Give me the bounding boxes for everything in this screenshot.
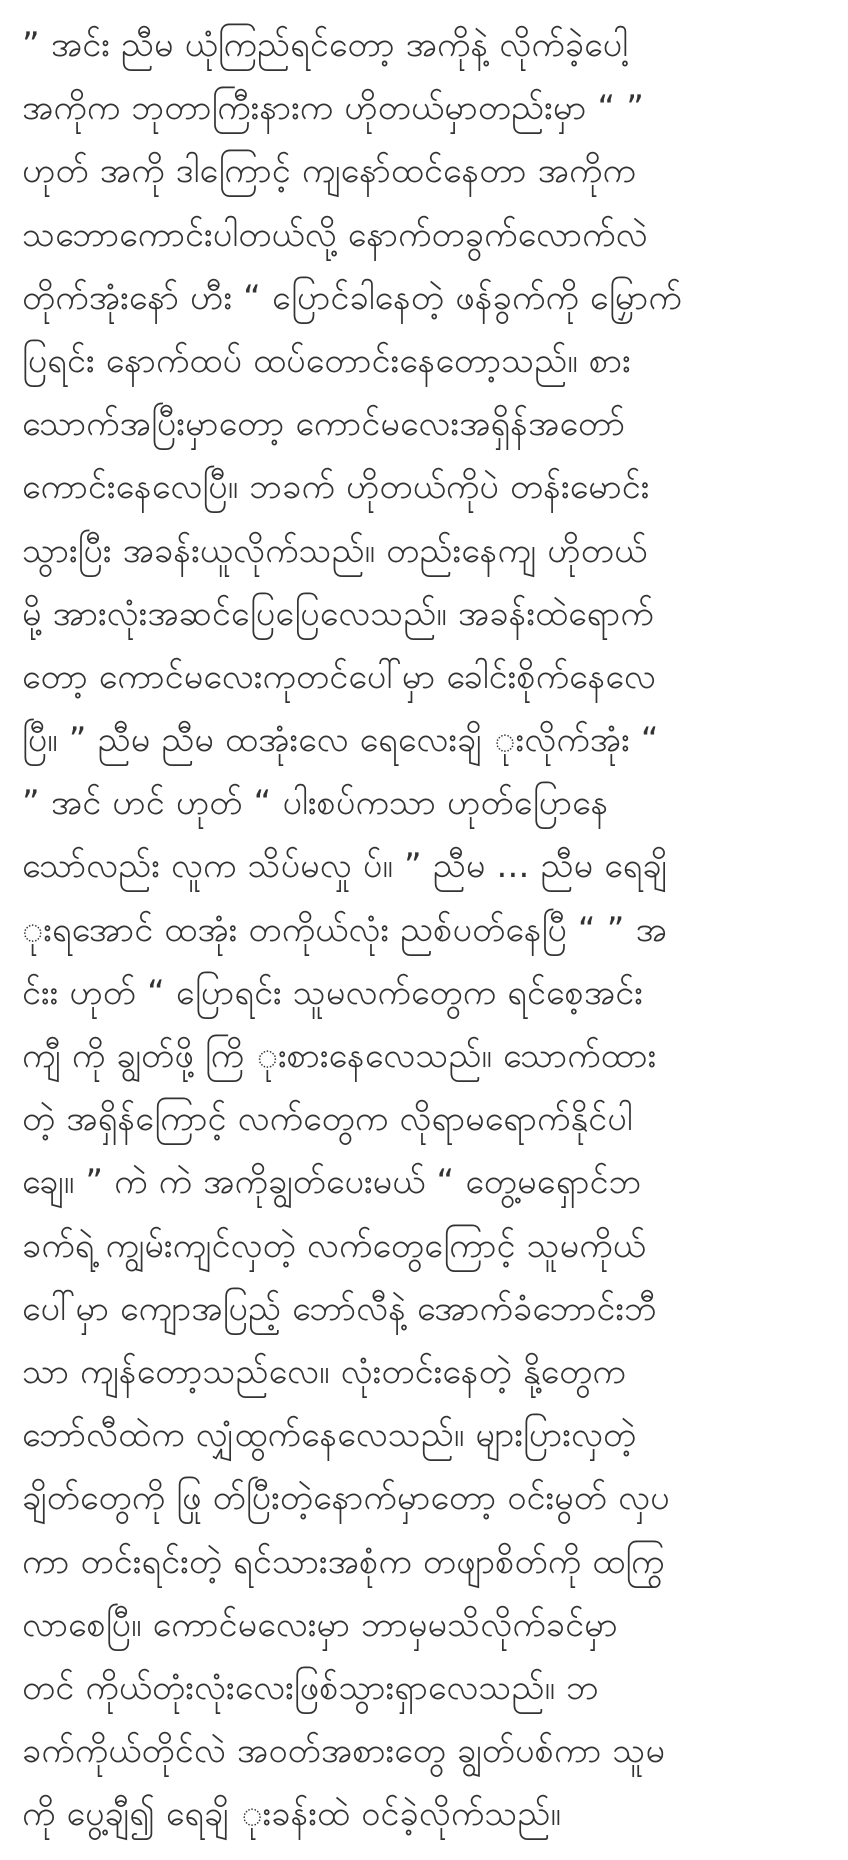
text-line: သာ ကျန်တော့သည်လေ။ လုံးတင်းနေတဲ့ နို့တွေက — [22, 1351, 626, 1392]
text-line: ကောင်းနေလေပြီ။ ဘခက် ဟိုတယ်ကိုပဲ တန်းမောင်း — [22, 467, 650, 508]
text-line: သောက်အပြီးမှာတော့ ကောင်မလေးအရှိန်အတော် — [22, 404, 626, 445]
text-line: အကိုက ဘုတာကြီးနားက ဟိုတယ်မှာတည်းမှာ “ ” — [22, 88, 645, 129]
text-line: ချေ။ ” ကဲ ကဲ အကိုချွတ်ပေးမယ် “ တွေ့မရှောင်ဘ — [22, 1162, 642, 1203]
text-line: ကျီ ကို ချွတ်ဖို့ ကြိ ုးစားနေလေသည်။ သောက်ထား — [22, 1036, 657, 1076]
text-line: ဘော်လီထဲက လျှံထွက်နေလေသည်။ များပြားလှတဲ့ — [22, 1415, 637, 1456]
story-text — [22, 14, 830, 1846]
text-line: သွားပြီး အခန်းယူလိုက်သည်။ တည်းနေကျ ဟိုတယ် — [22, 530, 648, 571]
text-line: မို့ အားလုံးအဆင်ပြေပြေလေသည်။ အခန်းထဲရောက် — [22, 593, 654, 634]
text-line: ကို ပွေ့ချီ၍ ရေချိ ုးခန်းထဲ ဝင်ခဲ့လိုက်သည်။ — [22, 1794, 561, 1835]
text-line: ခက်ရဲ့ ကျွမ်းကျင်လှတဲ့ လက်တွေကြောင့် သူမကိုယ် — [22, 1225, 646, 1266]
text-line: တော့ ကောင်မလေးကုတင်ပေါ်မှာ ခေါင်းစိုက်နေလေ — [22, 656, 656, 697]
text-line: သော်လည်း လူက သိပ်မလှု ပ်။ ” ညီမ ... ညီမ ရေချိ — [22, 846, 668, 887]
text-line: လာစေပြီ။ ကောင်မလေးမှာ ဘာမှမသိလိုက်ခင်မှာ — [22, 1604, 618, 1645]
text-line: ဟုတ် အကို ဒါကြောင့် ကျနော်ထင်နေတာ အကိုက — [22, 151, 636, 192]
text-line: သဘောကောင်းပါတယ်လို့ နောက်တခွက်လောက်လဲ — [22, 214, 648, 255]
text-line: ုးရအောင် ထအုံး တကိုယ်လုံး ညစ်ပတ်နေပြီ “ ” အ — [22, 909, 667, 950]
text-line: ချိတ်တွေကို ဖြု တ်ပြီးတဲ့နောက်မှာတော့ ဝင်းမွတ် လှပ — [22, 1478, 670, 1519]
text-line: ခက်ကိုယ်တိုင်လဲ အဝတ်အစားတွေ ချွတ်ပစ်ကာ သူမ — [22, 1731, 666, 1772]
text-line: ” အင်း ညီမ ယုံကြည်ရင်တော့ အကိုနဲ့ လိုက်ခဲ့ပေါ့ — [22, 25, 629, 65]
text-line: တဲ့ အရှိန်ကြောင့် လက်တွေက လိုရာမရောက်နိုင်ပါ — [22, 1099, 633, 1140]
text-line: တင် ကိုယ်တုံးလုံးလေးဖြစ်သွားရှာလေသည်။ ဘ — [22, 1667, 600, 1708]
text-line: ကာ တင်းရင်းတဲ့ ရင်သားအစုံက တဖျာစိတ်ကို ထကြွ — [22, 1541, 665, 1582]
text-line: ပြရင်း နောက်ထပ် ထပ်တောင်းနေတော့သည်။ စား — [22, 340, 631, 381]
text-line: ပြီ။ ” ညီမ ညီမ ထအုံးလေ ရေလေးချိ ုးလိုက်အုံး “ — [22, 720, 659, 761]
text-line: တိုက်အုံးနော် ဟီး “ ပြောင်ခါနေတဲ့ ဖန်ခွက်ကို မြှောက် — [22, 277, 682, 318]
text-line: င်းး ဟုတ် “ ပြောရင်း သူမလက်တွေက ရင်စေ့အင်း — [22, 972, 643, 1013]
text-line: ပေါ်မှာ ကျောအပြည့် ဘော်လီနဲ့ အောက်ခံဘောင်းဘီ — [22, 1288, 658, 1329]
text-line: ” အင် ဟင် ဟုတ် “ ပါးစပ်ကသာ ဟုတ်ပြောနေ — [22, 783, 609, 824]
